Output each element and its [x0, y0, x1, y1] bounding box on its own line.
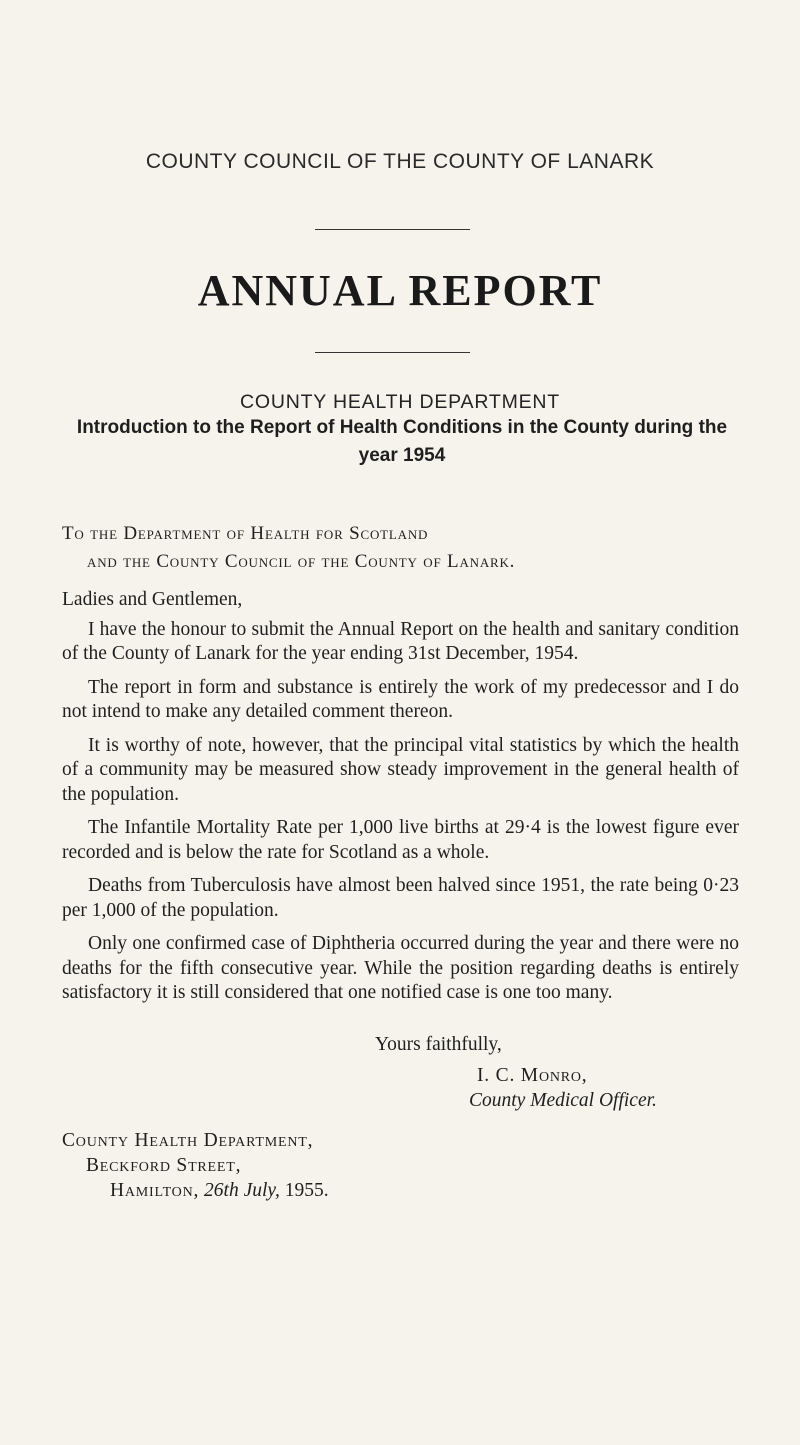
bottom-divider [315, 352, 470, 353]
sender-year: 1955. [284, 1180, 329, 1201]
sender-place: Hamilton, [110, 1180, 200, 1201]
paragraph-5: Deaths from Tuberculosis have almost been halved since 1951, the rate being 0·23 per 1,000 of the population. [62, 875, 739, 921]
top-divider [315, 229, 470, 230]
paragraph-6: Only one confirmed case of Diphtheria occurred during the year and there were no deaths for the fifth consecutive year. While the position regarding deaths is entirely satisfactory it is still considered that one notified case is one too many. [62, 933, 739, 1003]
paragraph-4: The Infantile Mortality Rate per 1,000 live births at 29·4 is the lowest figure ever recorded and is below the rate for Scotland as a whole. [62, 817, 739, 863]
paragraph-3: It is worthy of note, however, that the principal vital statistics by which the health of a community may be measured show steady improvement in the general health of the population. [62, 734, 739, 805]
department-heading: COUNTY HEALTH DEPARTMENT [239, 391, 561, 413]
introduction-heading: Introduction to the Report of Health Conditions in the County during the year 1954 [76, 417, 728, 466]
report-title: ANNUAL REPORT [197, 266, 603, 315]
paragraph-2: The report in form and substance is entirely the work of my predecessor and I do not intend to make any detailed comment thereon. [62, 676, 739, 722]
council-heading: COUNTY COUNCIL OF THE COUNTY OF LANARK [145, 150, 655, 173]
paragraph-1: I have the honour to submit the Annual Report on the health and sanitary condition of the County of Lanark for the year ending 31st December, 1954. [62, 618, 739, 664]
signatory-title: County Medical Officer. [469, 1090, 657, 1111]
signatory-name: I. C. Monro, [477, 1065, 588, 1086]
letter-body [62, 588, 739, 1015]
salutation: Ladies and Gentlemen, [62, 589, 243, 610]
sender-line-2: Beckford Street, [86, 1155, 242, 1176]
addressee-line-1: To the Department of Health for Scotland [62, 523, 429, 544]
closing-phrase: Yours faithfully, [375, 1034, 502, 1055]
sender-address [62, 1128, 662, 1203]
sender-line-3 [62, 1178, 662, 1203]
addressee-block [62, 520, 762, 576]
sender-date: 26th July, [204, 1180, 280, 1201]
sender-line-1: County Health Department, [62, 1130, 314, 1151]
addressee-line-2: and the County Council of the County of Lanark. [87, 551, 516, 572]
